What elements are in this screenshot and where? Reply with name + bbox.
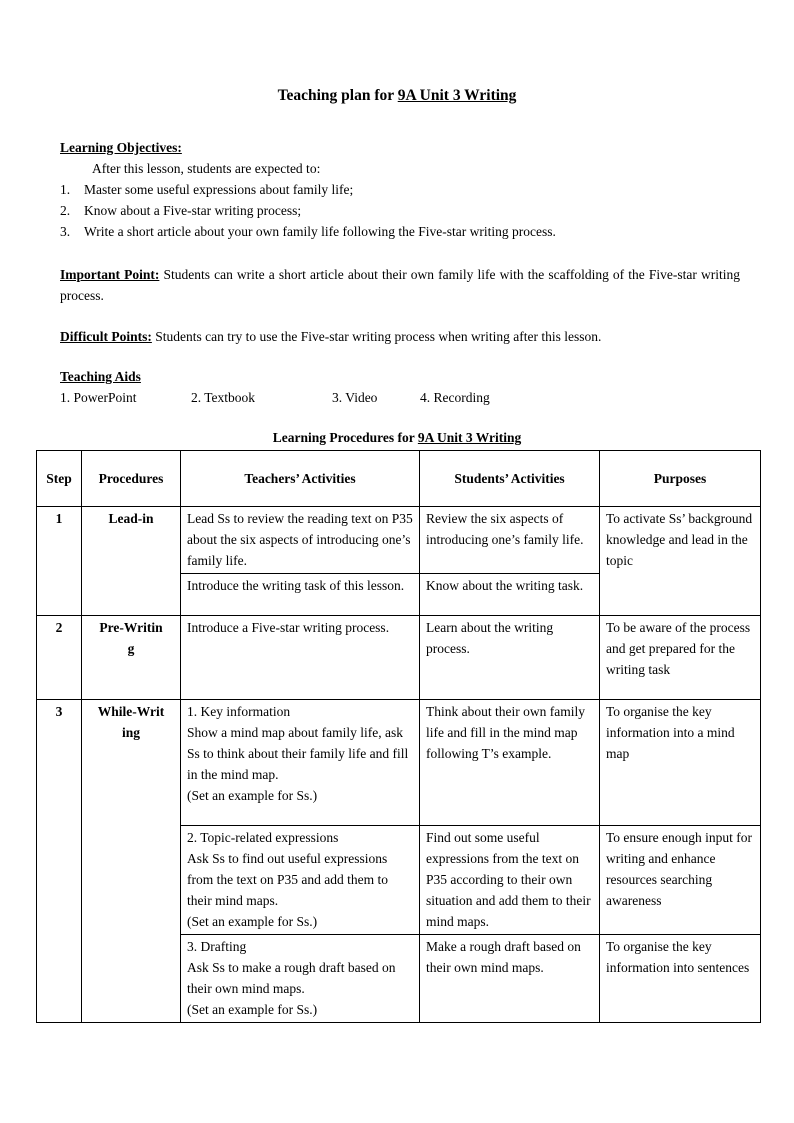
procedure-cell: Lead-in	[82, 507, 181, 616]
table-header-row	[37, 451, 761, 507]
table-caption: Learning Procedures for 9A Unit 3 Writing	[272, 430, 522, 445]
student-activity-cell: Find out some useful expressions from the text on P35 according to their own situation and add them to their mind maps.	[420, 826, 600, 935]
table-row	[37, 700, 761, 826]
procedure-cell: Pre-Writin g	[82, 616, 181, 700]
student-activity-cell: Review the six aspects of introducing one’s family life.	[420, 507, 600, 574]
objective-item: 2. Know about a Five-star writing process;	[60, 203, 302, 218]
student-activity-cell: Think about their own family life and fill in the mind map following T’s example.	[420, 700, 600, 826]
purpose-cell: To ensure enough input for writing and enhance resources searching awareness	[600, 826, 761, 935]
student-activity-cell: Make a rough draft based on their own mind maps.	[420, 935, 600, 1023]
table-row	[37, 507, 761, 574]
aid-item: 3. Video	[332, 390, 378, 405]
step-cell: 2	[37, 616, 82, 700]
header-purposes: Purposes	[600, 451, 761, 507]
teaching-aids-list	[60, 390, 490, 406]
header-procedures: Procedures	[82, 451, 181, 507]
difficult-points: Difficult Points: Students can try to use the Five-star writing process when writing after this lesson.	[60, 329, 602, 344]
purpose-cell: To activate Ss’ background knowledge and lead in the topic	[600, 507, 761, 616]
teacher-activity-cell: Lead Ss to review the reading text on P35 about the six aspects of introducing one’s family life.	[181, 507, 420, 574]
aid-item: 2. Textbook	[191, 390, 256, 405]
header-step: Step	[37, 451, 82, 507]
aid-item: 1. PowerPoint	[60, 390, 137, 405]
page-title: Teaching plan for 9A Unit 3 Writing	[277, 87, 517, 104]
objective-item: 3. Write a short article about your own family life following the Five-star writing process.	[60, 224, 556, 239]
purpose-cell: To organise the key information into sentences	[600, 935, 761, 1023]
purpose-cell: To organise the key information into a mind map	[600, 700, 761, 826]
teacher-activity-cell: 2. Topic-related expressions Ask Ss to find out useful expressions from the text on P35 and add them to their mind maps. (Set an example for Ss.)	[181, 826, 420, 935]
header-teachers-activities: Teachers’ Activities	[181, 451, 420, 507]
purpose-cell: To be aware of the process and get prepared for the writing task	[600, 616, 761, 700]
header-students-activities: Students’ Activities	[420, 451, 600, 507]
procedure-cell: While-Writ ing	[82, 700, 181, 1023]
teacher-activity-cell: 1. Key information Show a mind map about family life, ask Ss to think about their family life and fill in the mind map. (Set an example for Ss.)	[181, 700, 420, 826]
teaching-aids-heading: Teaching Aids	[60, 369, 141, 384]
aid-item: 4. Recording	[420, 390, 490, 405]
difficult-points-label: Difficult Points:	[60, 329, 152, 344]
teacher-activity-cell: Introduce the writing task of this lesson.	[181, 574, 420, 616]
objectives-heading: Learning Objectives:	[60, 140, 182, 155]
objective-item: 1. Master some useful expressions about family life;	[60, 182, 354, 197]
table-row	[37, 616, 761, 700]
teacher-activity-cell: Introduce a Five-star writing process.	[181, 616, 420, 700]
objectives-intro: After this lesson, students are expected to:	[92, 161, 321, 176]
student-activity-cell: Know about the writing task.	[420, 574, 600, 616]
title-unit: 9A Unit 3 Writing	[397, 87, 517, 104]
important-point: Important Point: Students can write a short article about their own family life with the scaffolding of the Five-star writing process.	[60, 267, 740, 303]
student-activity-cell: Learn about the writing process.	[420, 616, 600, 700]
teacher-activity-cell: 3. Drafting Ask Ss to make a rough draft based on their own mind maps. (Set an example for Ss.)	[181, 935, 420, 1023]
step-cell: 3	[37, 700, 82, 1023]
procedures-table	[36, 450, 761, 1023]
important-point-label: Important Point:	[60, 267, 160, 282]
step-cell: 1	[37, 507, 82, 616]
